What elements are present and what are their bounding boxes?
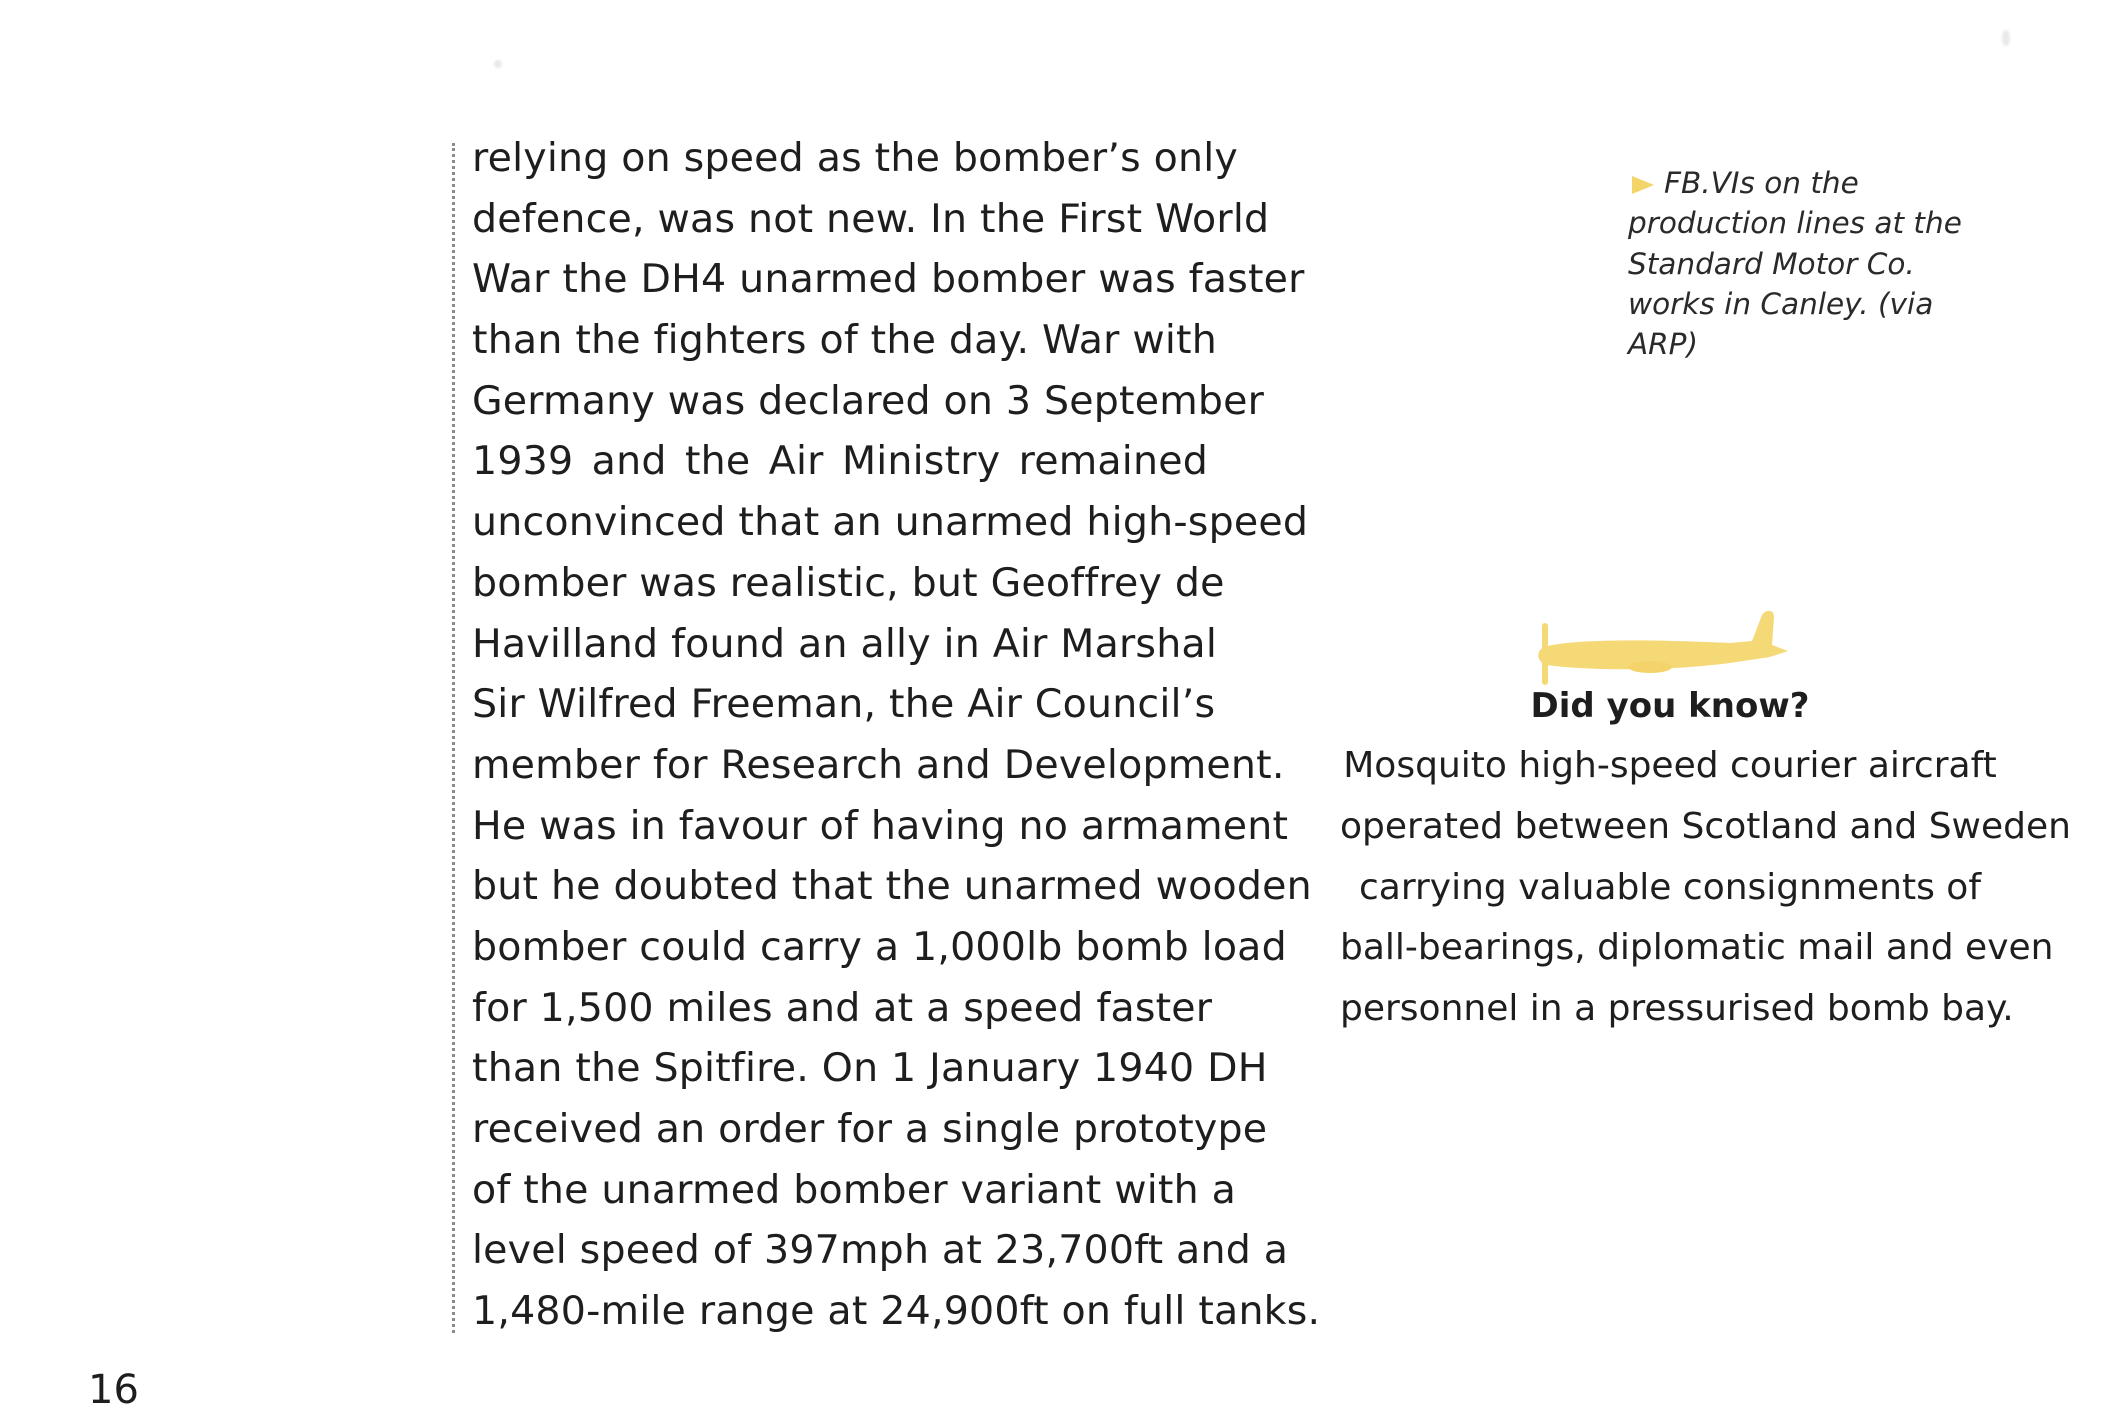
body-line: He was in favour of having no armament [472,802,1289,849]
body-line: level speed of 397mph at 23,700ft and a [472,1227,1289,1274]
arrow-right-icon [1632,176,1654,194]
did-you-know-line: personnel in a pressurised bomb bay. [1340,988,2014,1030]
caption-line [1628,163,1958,203]
caption-line: production lines at the [1628,206,1962,241]
scan-smudge [2002,30,2010,46]
body-line: 1,480-mile range at 24,900ft on full tanks. [472,1288,1321,1335]
body-line: than the fighters of the day. War with [472,317,1217,364]
body-line: Sir Wilfred Freeman, the Air Council’s [472,681,1216,728]
caption-line: ARP) [1628,327,1698,362]
did-you-know-line: operated between Scotland and Sweden [1340,805,2071,847]
body-line: 1939 and the Air Ministry remained [472,438,1208,485]
body-line: Havilland found an ally in Air Marshal [472,620,1218,667]
did-you-know-text [1340,736,2071,1040]
body-line: Germany was declared on 3 September [472,377,1265,424]
main-body-text [472,128,1321,1342]
body-line: bomber was realistic, but Geoffrey de [472,559,1225,606]
body-line: for 1,500 miles and at a speed faster [472,984,1213,1031]
body-line: than the Spitfire. On 1 January 1940 DH [472,1045,1268,1092]
scan-smudge [494,60,502,68]
body-line: of the unarmed bomber variant with a [472,1166,1236,1213]
did-you-know-line: ball-bearings, diplomatic mail and even [1340,927,2054,969]
caption-line: Standard Motor Co. [1628,246,1915,281]
body-line: defence, was not new. In the First World [472,195,1270,242]
body-line: bomber could carry a 1,000lb bomb load [472,923,1287,970]
did-you-know-line: Mosquito high-speed courier aircraft [1343,745,1997,786]
caption-line: works in Canley. (via [1628,286,1934,321]
body-line: received an order for a single prototype [472,1106,1268,1152]
body-line: member for Research and Development. [472,741,1285,788]
caption-text: FB.VIs on the [1664,166,1859,200]
did-you-know-line: carrying valuable consignments of [1358,866,1982,908]
body-line: War the DH4 unarmed bomber was faster [472,256,1305,303]
body-line: relying on speed as the bomber’s only [472,135,1239,181]
did-you-know-title: Did you know? [1530,686,1810,726]
did-you-know-box [1340,676,2071,1040]
body-line: but he doubted that the unarmed wooden [472,863,1312,910]
photo-caption [1628,163,1962,364]
body-line: unconvinced that an unarmed high-speed [472,499,1309,546]
page-number: 16 [88,1367,139,1413]
column-divider [452,143,455,1333]
